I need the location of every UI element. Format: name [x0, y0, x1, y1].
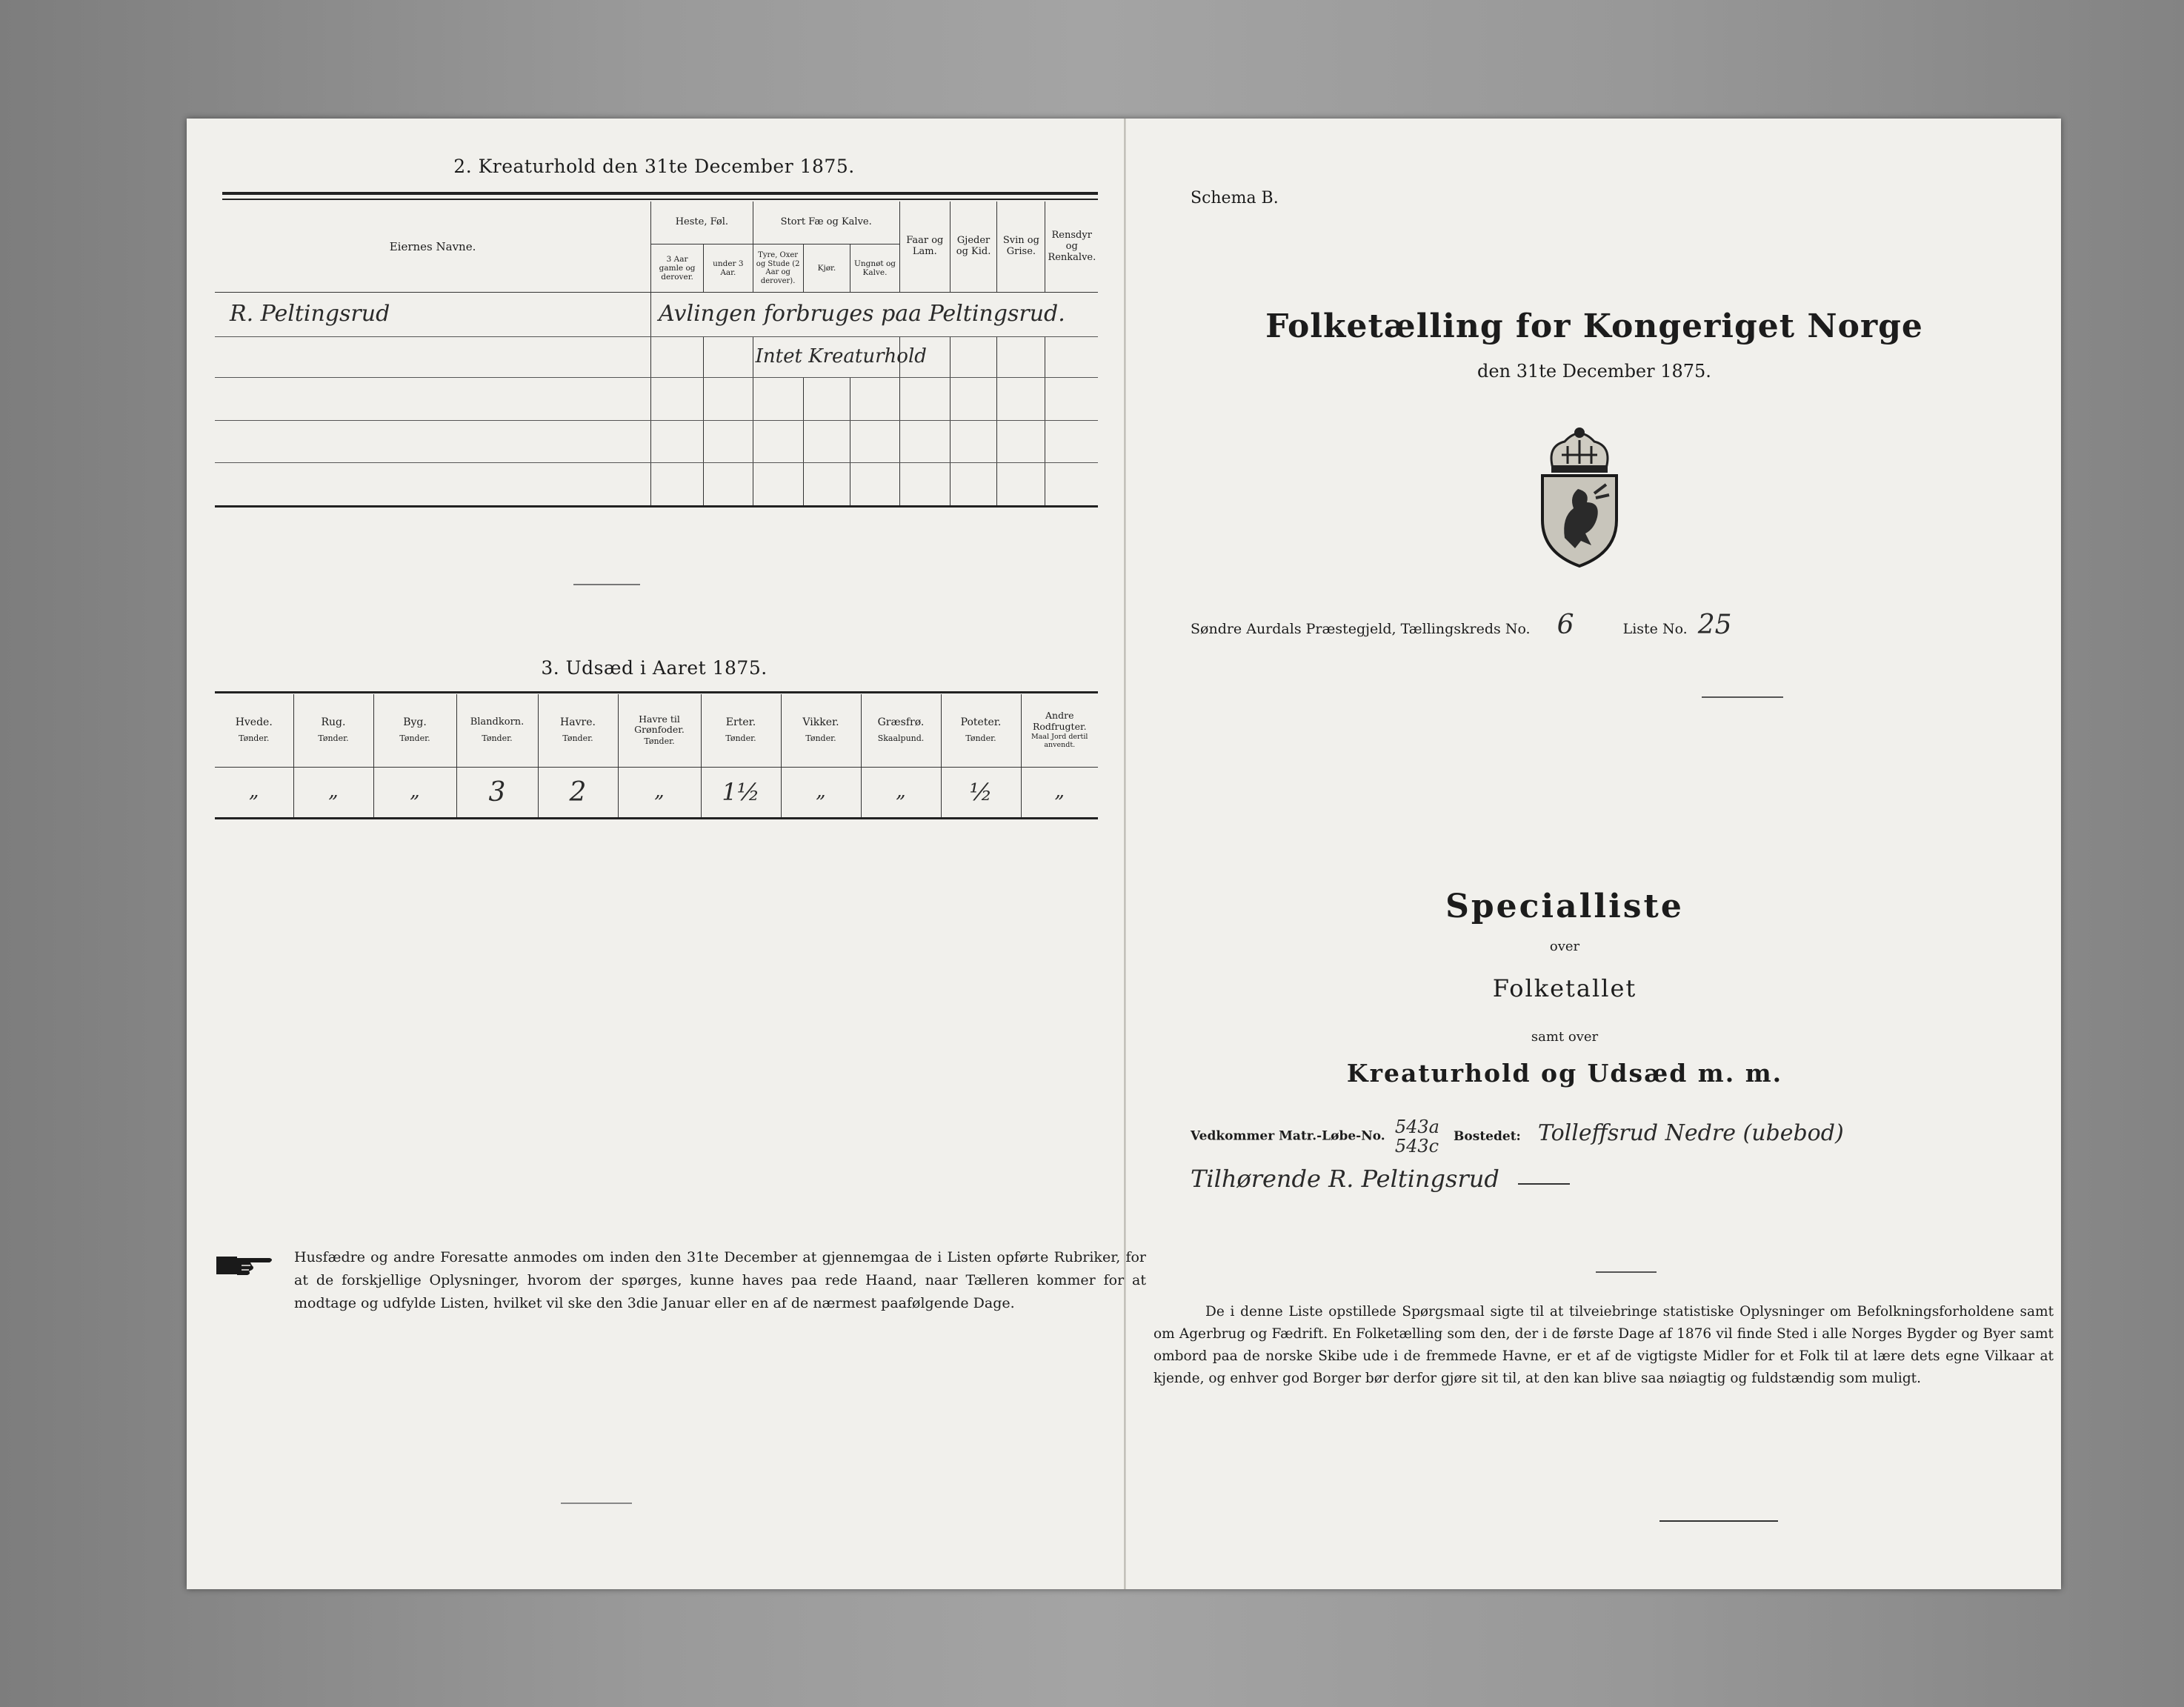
matr-label: Vedkommer Matr.-Løbe-No. — [1191, 1128, 1385, 1144]
seed-col-vetch: Vikker. Tønder. — [781, 694, 861, 767]
matr-number-bottom: 543c — [1394, 1136, 1439, 1157]
livestock-note-1: Avlingen forbruges paa Peltingsrud. — [659, 301, 1065, 327]
seed-value-potatoes: ½ — [969, 777, 993, 806]
livestock-row — [215, 420, 1098, 462]
livestock-bottom-rule — [215, 505, 1098, 508]
livestock-top-rule-thin — [222, 199, 1098, 200]
seed-value-other-roots: „ — [1054, 780, 1065, 803]
livestock-row — [215, 378, 1098, 420]
seed-value-barley: „ — [410, 780, 420, 803]
owner-name: R. Peltingsrud — [230, 301, 390, 327]
body-divider — [1596, 1271, 1657, 1273]
calves-header: Ungnøt og Kalve. — [850, 244, 900, 293]
matr-line — [1191, 1117, 2035, 1156]
folketallet-text: Folketallet — [1492, 974, 1637, 1002]
seed-col-oats: Havre. Tønder. — [538, 694, 618, 767]
seed-value-peas: 1½ — [722, 777, 760, 806]
bosted-label: Bostedet: — [1454, 1128, 1521, 1144]
seed-col-barley: Byg. Tønder. — [373, 694, 456, 767]
seed-values-row — [215, 767, 1098, 817]
seed-col-wheat: Hvede. Tønder. — [215, 694, 293, 767]
seed-value-mixed-grain: 3 — [488, 776, 506, 808]
seed-table — [215, 694, 1098, 817]
schema-label: Schema B. — [1191, 189, 1279, 207]
census-explanation: De i denne Liste opstillede Spørgsmaal sigte til at tilveiebringe statistiske Oplysninger om Befolkningsforholdene samt om Agerbrug og Fædrift. En Folketælling som den, der i de første Dage af 1876 vil finde Sted i alle Norges Bygder og Byer samt ombord paa de norske Skibe ude i de fremmede Havne, er et af de vigtigste Midler for et Folk til at lære dets egne Vilkaar at kjende, og enhver god Borger bør derfor gjøre sit til, at den kan blive saa nøiagtig og fuldstændig som muligt. — [1153, 1304, 2054, 1386]
livestock-row — [215, 293, 1098, 336]
livestock-top-rule — [222, 192, 1098, 195]
bottom-dash — [561, 1503, 632, 1504]
goats-header: Gjeder og Kid. — [950, 202, 997, 293]
seed-col-green-oats: Havre til Grønfoder. Tønder. — [618, 694, 701, 767]
seed-value-wheat: „ — [249, 780, 259, 803]
seed-value-oats: 2 — [569, 776, 587, 808]
pigs-header: Svin og Grise. — [997, 202, 1045, 293]
seed-col-potatoes: Poteter. Tønder. — [941, 694, 1021, 767]
title-divider — [1702, 696, 1783, 698]
liste-number: 25 — [1697, 610, 1732, 640]
owner-line — [1191, 1165, 1570, 1193]
bulls-header: Tyre, Oxer og Stude (2 Aar og derover). — [753, 244, 803, 293]
seed-bottom-rule — [215, 817, 1098, 819]
page-fold — [1124, 119, 1126, 1589]
reindeer-header: Rensdyr og Renkalve. — [1045, 202, 1098, 293]
horses-old-header: 3 Aar gamle og derover. — [651, 244, 704, 293]
right-page — [1128, 119, 2061, 1589]
sheep-header: Faar og Lam. — [899, 202, 950, 293]
matr-number-top: 543a — [1394, 1117, 1439, 1137]
liste-label: Liste No. — [1622, 621, 1688, 637]
seed-col-mixed-grain: Blandkorn. Tønder. — [456, 694, 538, 767]
horses-group-header: Heste, Føl. — [651, 202, 753, 244]
seed-title: 3. Udsæd i Aaret 1875. — [541, 657, 768, 679]
parish-line — [1191, 610, 1732, 640]
owner-header: Eiernes Navne. — [215, 202, 651, 293]
seed-value-green-oats: „ — [654, 780, 665, 803]
livestock-row — [215, 336, 1098, 377]
livestock-table — [215, 202, 1098, 505]
specialliste-title: Specialliste — [1445, 888, 1684, 925]
left-page — [187, 119, 1146, 1589]
livestock-row — [215, 463, 1098, 505]
tilhorende-value: Tilhørende R. Peltingsrud — [1191, 1165, 1499, 1193]
seed-col-grass-seed: Græsfrø. Skaalpund. — [861, 694, 941, 767]
over-text: over — [1549, 939, 1580, 954]
seed-value-rye: „ — [328, 780, 339, 803]
census-sheet — [187, 119, 2061, 1589]
census-title: Folketælling for Kongeriget Norge — [1265, 307, 1923, 345]
household-notice: Husfædre og andre Foresatte anmodes om inden den 31te December at gjennemgaa de i Listen opførte Rubriker, for at de forskjellige Oplysninger, hvorom der spørges, kunne haves paa rede Haand, naar Tælleren kommer for at modtage og udfylde Listen, hvilket vil ske den 3die Januar eller en af de nærmest paafølgende Dage. — [294, 1249, 1146, 1311]
samt-over-text: samt over — [1531, 1029, 1599, 1045]
parish-label: Søndre Aurdals Præstegjeld, Tællingskreds No. — [1191, 621, 1531, 637]
livestock-note-2: Intet Kreaturhold — [755, 345, 927, 368]
kreaturhold-text: Kreaturhold og Udsæd m. m. — [1346, 1059, 1783, 1088]
seed-value-grass-seed: „ — [896, 780, 906, 803]
horses-young-header: under 3 Aar. — [704, 244, 753, 293]
coat-of-arms-emblem — [1532, 425, 1627, 569]
census-date: den 31te December 1875. — [1477, 361, 1711, 382]
cattle-group-header: Stort Fæ og Kalve. — [753, 202, 899, 244]
bosted-value: Tolleffsrud Nedre (ubebod) — [1537, 1119, 1844, 1146]
livestock-title: 2. Kreaturhold den 31te December 1875. — [453, 156, 855, 177]
seed-value-vetch: „ — [816, 780, 826, 803]
seed-col-other-roots: Andre Rodfrugter. Maal Jord dertil anvendt. — [1021, 694, 1098, 767]
pointing-hand-icon — [215, 1249, 276, 1282]
seed-col-rye: Rug. Tønder. — [293, 694, 373, 767]
kreds-number: 6 — [1557, 610, 1574, 640]
seed-top-rule — [215, 691, 1098, 693]
separator-dash — [573, 584, 640, 585]
cows-header: Kjør. — [803, 244, 850, 293]
seed-col-peas: Erter. Tønder. — [701, 694, 781, 767]
footer-rule — [1659, 1520, 1778, 1522]
